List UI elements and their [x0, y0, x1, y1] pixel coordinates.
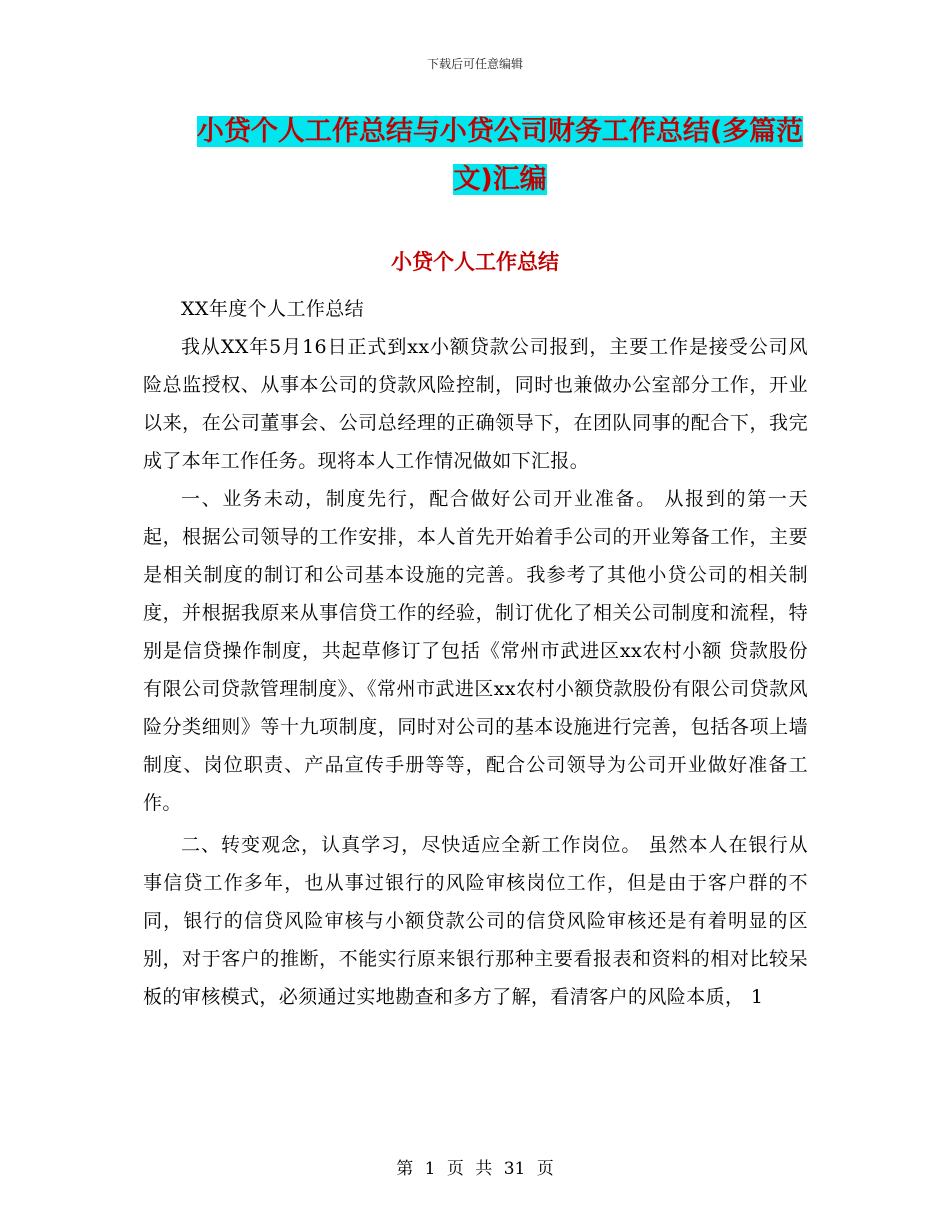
page-header-note: 下载后可任意编辑 [426, 57, 523, 71]
document-title-text: 小贷个人工作总结与小贷公司财务工作总结(多篇范文)汇编 [196, 116, 804, 195]
document-body [143, 290, 808, 1016]
paragraph: 二、转变观念，认真学习，尽快适应全新工作岗位。 虽然本人在银行从事信贷工作多年，也从事过银行的风险审核岗位工作，但是由于客户群的不同，银行的信贷风险审核与小额贷款公司的信贷风险审核还是有着明显的区别，对于客户的推断，不能实行原来银行那种主要看报表和资料的相对比较呆板的审核模式，必须通过实地勘查和多方了解，看清客户的风险本质， 1 [143, 834, 808, 1008]
paragraph: 一、业务未动，制度先行，配合做好公司开业准备。 从报到的第一天起，根据公司领导的工作安排，本人首先开始着手公司的开业筹备工作，主要是相关制度的制订和公司基本设施的完善。我参考了其他小贷公司的相关制度，并根据我原来从事信贷工作的经验，制订优化了相关公司制度和流程，特别是信贷操作制度，共起草修订了包括《常州市武进区xx农村小额 贷款股份有限公司贷款管理制度》、《常州市武进区xx农村小额贷款股份有限公司贷款风险分类细则》等十九项制度，同时对公司的基本设施进行完善，包括各项上墙制度、岗位职责、产品宣传手册等等，配合公司领导为公司开业做好准备工作。 [143, 488, 808, 814]
section-title: 小贷个人工作总结 [391, 250, 559, 274]
paragraph: 我从XX年5月16日正式到xx小额贷款公司报到，主要工作是接受公司风险总监授权、从事本公司的贷款风险控制，同时也兼做办公室部分工作，开业以来，在公司董事会、公司总经理的正确领导下，在团队同事的配合下，我完成了本年工作任务。现将本人工作情况做如下汇报。 [143, 336, 808, 472]
paragraph: XX年度个人工作总结 [181, 298, 365, 320]
page-number-footer: 第 1 页 共 31 页 [396, 1159, 554, 1179]
document-title [195, 108, 805, 204]
